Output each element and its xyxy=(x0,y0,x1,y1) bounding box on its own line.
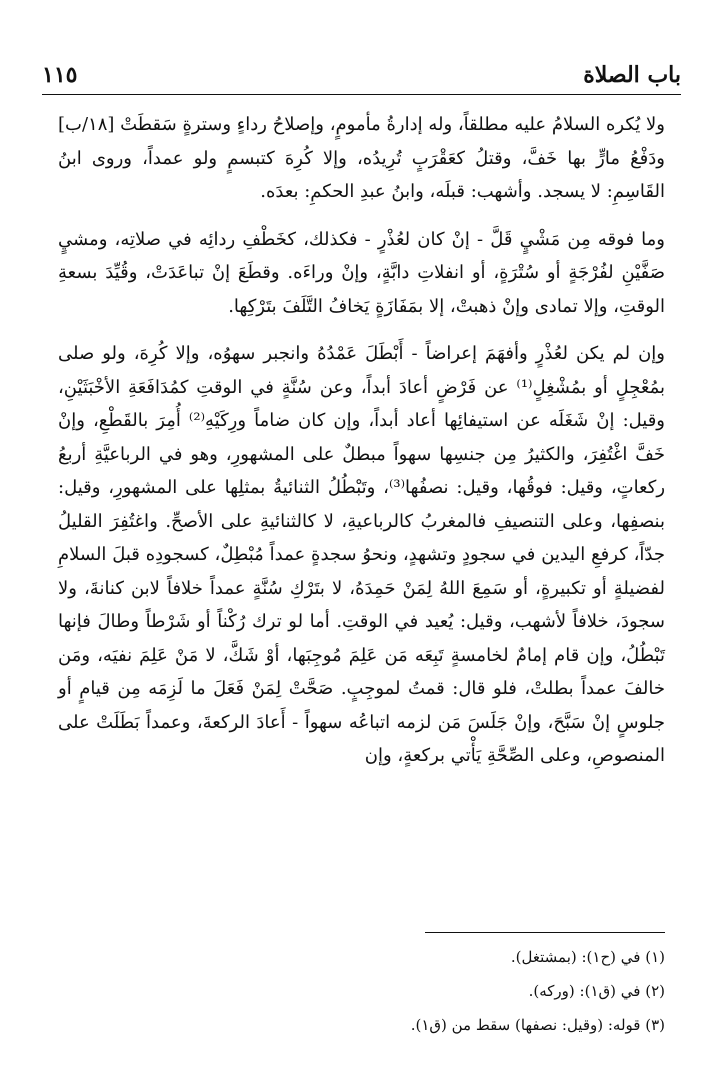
running-title: باب الصلاة xyxy=(583,62,681,88)
footnotes xyxy=(58,940,665,1042)
page-number: ١١٥ xyxy=(42,62,78,88)
paragraph-3: وإن لم يكن لعُذْرٍ وأفهَمَ إعراضاً - أَبْطَلَ عَمْدُهُ وانجبر سهوُه، وإلا كُرِهَ، ولو صلى بمُعْجِلٍ أو بمُشْغِلٍ⁽¹⁾ عن فَرْضٍ أعادَ أبداً، وعن سُنَّةٍ في الوقتِ كمُدَافَعَةِ الأخْبَثَيْنِ، وقيل: إنْ شَغَلَه عن استيفائِها أعاد أبداً، وإن كان ضاماً ورِكَيْهِ⁽²⁾ أُمِرَ بالقَطْعِ، وإنْ خَفَّ اغْتُفِرَ، والكثيرُ مِن جنسِها سهواً مبطلٌ على المشهورِ، وهو في الرباعيَّةِ أربعُ ركعاتٍ، وقيل: فوقُها، وقيل: نصفُها⁽³⁾، وتَبْطُلُ الثنائيةُ بمثلِها على المشهورِ، وقيل: بنصفِها، وعلى التنصيفِ فالمغربُ كالرباعيةِ، لا كالثنائيةِ على الأصحِّ. واغتُفِرَ القليلُ جدّاً، كرفعِ اليدين في سجودٍ وتشهدٍ، ونحوُ سجدةٍ عمداً مُبْطِلٌ، كسجودِه قبلَ السلامِ لفضيلةٍ أو تكبيرةٍ، أو سَمِعَ اللهُ لِمَنْ حَمِدَهُ، لا بتَرْكِ سُنَّةٍ عمداً خلافاً لابن كنانةَ، ولا سجودَ، خلافاً لأشهب، وقيل: يُعيد في الوقتِ. أما لو ترك رُكْناً أو شَرْطاً وطالَ فإنها تَبْطُلُ، وإن قام إمامٌ لخامسةٍ تَبِعَه مَن عَلِمَ مُوجِبَها، أوْ شَكَّ، لا مَنْ عَلِمَ نفيَه، ومَن خالفَ عمداً بطلتْ، فلو قال: قمتُ لموجِبٍ. صَحَّتْ لِمَنْ فَعَلَ ما لَزِمَه مِن قيامٍ أو جلوسٍ إنْ سَبَّحَ، وإنْ جَلَسَ مَن لزمه اتباعُه سهواً - أَعادَ الركعةَ، وعمداً بَطَلَتْ على المنصوصِ، وعلى الصِّحَّةِ يَأْتي بركعةٍ، وإن xyxy=(58,343,666,766)
footnote-2: (٢) في (ق١): (وركه). xyxy=(528,982,665,1000)
footnote-3: (٣) قوله: (وقيل: نصفها) سقط من (ق١). xyxy=(410,1016,665,1034)
main-text xyxy=(58,108,665,773)
page-header xyxy=(42,55,681,95)
paragraph-2: وما فوقه مِن مَشْيٍ قَلَّ - إنْ كان لعُذْرٍ - فكذلك، كخَطْفِ ردائِه في صلاتِه، ومشيٍ صَفَّيْنِ لفُرْجَةٍ أو سُتْرَةٍ، أو انفلاتِ دابَّةٍ، وإنْ وراءَه. وقطَعَ إنْ تباعَدَتْ، وقُيِّدَ بسعةِ الوقتِ، وإلا تمادى وإنْ ذهبتْ، إلا بمَفَازَةٍ يَخافُ التَّلَفَ بتَرْكِها. xyxy=(58,228,665,317)
paragraph-1: ولا يُكره السلامُ عليه مطلقاً، وله إدارةُ مأمومٍ، وإصلاحُ رداءٍ وسترةٍ سَقطَتْ [١٨/ب] ودَفْعُ مارٍّ بها خَفَّ، وقتلُ كعَقْرَبٍ تُرِيدُه، وإلا كُرِهَ كتبسمٍ ولو عمداً، وروى ابنُ القَاسِمِ: لا يسجد. وأشهب: قبلَه، وابنُ عبدِ الحكمِ: بعدَه. xyxy=(57,114,665,202)
footnote-1: (١) في (ح١): (بمشتغل). xyxy=(510,948,665,966)
footnote-divider xyxy=(425,932,665,933)
